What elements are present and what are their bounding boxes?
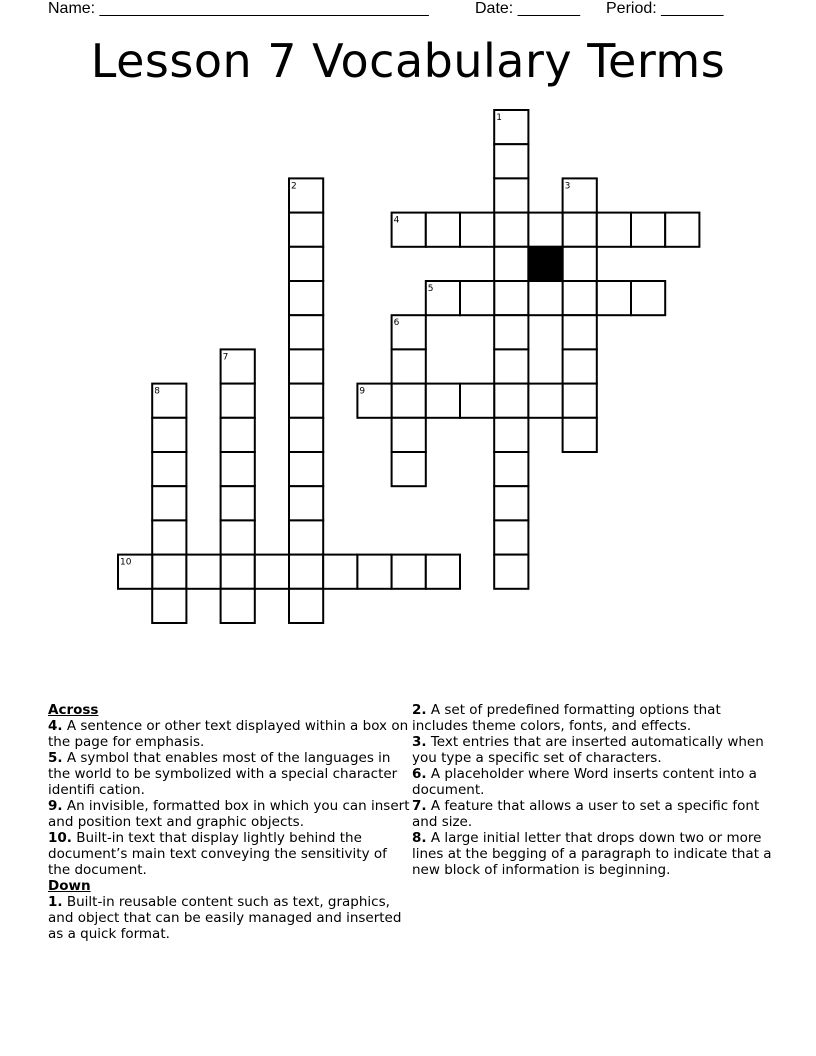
- grid-cell[interactable]: [221, 384, 255, 418]
- grid-cell[interactable]: [221, 452, 255, 486]
- clue-down: [412, 702, 772, 734]
- grid-cell[interactable]: [460, 281, 494, 315]
- grid-cell[interactable]: [563, 315, 597, 349]
- grid-cell[interactable]: [528, 281, 562, 315]
- grid-cell[interactable]: [152, 555, 186, 589]
- grid-cell[interactable]: [494, 315, 528, 349]
- grid-cell[interactable]: [392, 452, 426, 486]
- clue-number: 7.: [412, 798, 427, 814]
- grid-cell[interactable]: [494, 144, 528, 178]
- grid-cell[interactable]: [597, 281, 631, 315]
- grid-cell[interactable]: [289, 384, 323, 418]
- name-field: Name: _____________________________________: [48, 0, 429, 17]
- grid-cell[interactable]: [528, 384, 562, 418]
- grid-cell[interactable]: [289, 555, 323, 589]
- clue-number: 1.: [48, 894, 63, 910]
- clue-down: [48, 894, 410, 942]
- grid-cell[interactable]: [494, 486, 528, 520]
- grid-cell[interactable]: [289, 315, 323, 349]
- clues-column-left: [48, 702, 410, 942]
- grid-cell[interactable]: [563, 384, 597, 418]
- clue-down: [412, 830, 772, 878]
- clue-across: [48, 718, 410, 750]
- clue-down: [412, 766, 772, 798]
- grid-cell[interactable]: [597, 213, 631, 247]
- grid-cell[interactable]: [152, 452, 186, 486]
- grid-cell[interactable]: [392, 384, 426, 418]
- clue-number: 6.: [412, 766, 427, 782]
- grid-cell[interactable]: [494, 555, 528, 589]
- grid-cell[interactable]: [426, 213, 460, 247]
- grid-cell[interactable]: [460, 213, 494, 247]
- grid-cell[interactable]: [426, 384, 460, 418]
- down-heading: Down: [48, 878, 91, 894]
- clue-text: A sentence or other text displayed within a box on the page for emphasis.: [48, 718, 409, 750]
- grid-cell[interactable]: [357, 555, 391, 589]
- grid-cell[interactable]: [289, 452, 323, 486]
- grid-cell[interactable]: [494, 247, 528, 281]
- grid-cell[interactable]: [631, 213, 665, 247]
- grid-cell[interactable]: [494, 452, 528, 486]
- clue-text: A large initial letter that drops down two or more lines at the begging of a paragraph to indicate that a new block of information is beginning.: [412, 830, 772, 878]
- across-heading: Across: [48, 702, 99, 718]
- grid-cell[interactable]: [289, 589, 323, 623]
- grid-cell[interactable]: [460, 384, 494, 418]
- page-title: Lesson 7 Vocabulary Terms: [90, 34, 726, 88]
- grid-cell[interactable]: [221, 418, 255, 452]
- grid-cell[interactable]: [289, 486, 323, 520]
- grid-cell[interactable]: [152, 418, 186, 452]
- grid-cell[interactable]: [563, 418, 597, 452]
- clue-number: 2.: [412, 702, 427, 718]
- grid-cell[interactable]: [494, 213, 528, 247]
- grid-cell[interactable]: [221, 555, 255, 589]
- clue-text: An invisible, formatted box in which you can insert and position text and graphic objects.: [48, 798, 410, 830]
- grid-cell[interactable]: [186, 555, 220, 589]
- grid-cell[interactable]: [323, 555, 357, 589]
- grid-cell[interactable]: [289, 418, 323, 452]
- blocked-cell: [528, 247, 562, 281]
- clue-number: 3.: [412, 734, 427, 750]
- clue-number-label: 1: [496, 113, 502, 123]
- clue-number-label: 3: [564, 181, 571, 192]
- clue-text: Built-in reusable content such as text, graphics, and object that can be easily managed and inserted as a quick format.: [48, 894, 402, 942]
- grid-cell[interactable]: [392, 349, 426, 383]
- grid-cell[interactable]: [289, 349, 323, 383]
- clue-number-label: 9: [359, 386, 366, 397]
- grid-cell[interactable]: [528, 213, 562, 247]
- grid-cell[interactable]: [494, 418, 528, 452]
- clue-number: 8.: [412, 830, 427, 846]
- grid-cell[interactable]: [494, 281, 528, 315]
- grid-cell[interactable]: [152, 589, 186, 623]
- grid-cell[interactable]: [631, 281, 665, 315]
- grid-cell[interactable]: [494, 349, 528, 383]
- grid-cell[interactable]: [563, 213, 597, 247]
- grid-cell[interactable]: [426, 555, 460, 589]
- clue-number-label: 4: [393, 215, 400, 226]
- grid-cell[interactable]: [563, 281, 597, 315]
- grid-cell[interactable]: [289, 281, 323, 315]
- date-field: Date: _______: [475, 0, 580, 17]
- clue-text: A placeholder where Word inserts content into a document.: [412, 766, 757, 798]
- clue-number: 9.: [48, 798, 63, 814]
- clue-number-label: 6: [393, 318, 400, 329]
- clue-text: Text entries that are inserted automatically when you type a specific set of characters.: [412, 734, 764, 766]
- clue-across: [48, 750, 410, 798]
- clue-number-label: 10: [120, 557, 132, 568]
- grid-cell[interactable]: [152, 486, 186, 520]
- clues-column-right: [412, 702, 772, 878]
- grid-cell[interactable]: [494, 178, 528, 212]
- grid-cell[interactable]: [221, 486, 255, 520]
- grid-cell[interactable]: [392, 555, 426, 589]
- clue-text: A symbol that enables most of the languages in the world to be symbolized with a special character identifi cation.: [48, 750, 398, 798]
- grid-cell[interactable]: [152, 520, 186, 554]
- clue-number-label: 5: [427, 284, 434, 294]
- clue-number: 4.: [48, 718, 63, 734]
- grid-cell[interactable]: [255, 555, 289, 589]
- clue-number: 5.: [48, 750, 63, 766]
- clue-number-label: 7: [222, 352, 229, 363]
- clue-number-label: 2: [291, 181, 297, 192]
- grid-cell[interactable]: [289, 247, 323, 281]
- grid-cell[interactable]: [494, 520, 528, 554]
- clue-number-label: 8: [154, 386, 160, 397]
- grid-cell[interactable]: [563, 349, 597, 383]
- clue-down: [412, 798, 772, 830]
- clue-across: [48, 798, 410, 830]
- grid-cell[interactable]: [289, 520, 323, 554]
- clue-text: Built-in text that display lightly behind the document’s main text conveying the sensitivity of the document.: [48, 830, 387, 878]
- grid-cell[interactable]: [665, 213, 699, 247]
- period-field: Period: _______: [606, 0, 724, 17]
- clue-text: A feature that allows a user to set a specific font and size.: [412, 798, 760, 830]
- clue-number: 10.: [48, 830, 72, 846]
- grid-cell[interactable]: [221, 589, 255, 623]
- grid-cell[interactable]: [289, 213, 323, 247]
- grid-cell[interactable]: [494, 384, 528, 418]
- grid-cell[interactable]: [392, 418, 426, 452]
- clue-text: A set of predefined formatting options that includes theme colors, fonts, and effects.: [412, 702, 721, 734]
- clue-down: [412, 734, 772, 766]
- grid-cell[interactable]: [221, 520, 255, 554]
- grid-cell[interactable]: [563, 247, 597, 281]
- clue-across: [48, 830, 410, 878]
